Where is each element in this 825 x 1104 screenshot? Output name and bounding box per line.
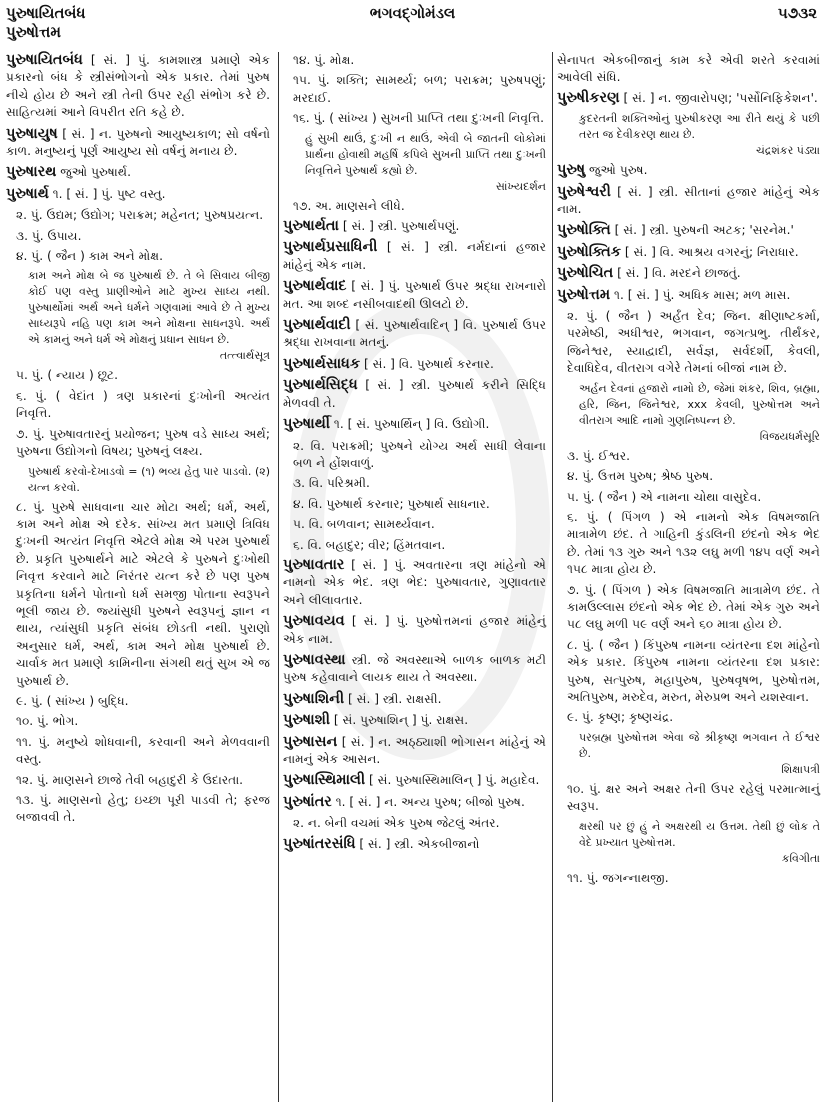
sense-definition: ૫. પું. ( જૈન ) એ નામના ચોથા વાસુદેવ.	[567, 489, 762, 504]
dictionary-entry	[283, 239, 546, 274]
citation-quote	[579, 381, 820, 445]
headword: પુરુષાર્થ	[6, 185, 49, 202]
citation-quote	[579, 111, 820, 159]
headword: પુરુષાવસ્થા	[283, 651, 346, 668]
continued-definition: સેનાપત એકબીજાનું કામ કરે એવી શરતે કરવામાં આવેલી સંધિ.	[557, 53, 820, 85]
sense-definition: ૮. પું. ( જૈન ) કિંપુરુષ નામના વ્યંતરના દશ માંહેનો એક પ્રકાર. કિંપુરુષ નામના વ્યંતરના દશ પ્રકાર: પુરુષ, સત્પુરુષ, મહાપુરુષ, પુરુષવૃષભ, પુરુષોત્તમ, અતિપુરુષ, મરુદેવ, મરુત, મેરુપ્રભ અને યશસ્વાન.	[567, 637, 820, 704]
sense-definition: ૨. પું. ઉદ્યમ; ઉદ્યોગ; પરાક્રમ; મહેનત; પુરુષપ્રયત્ન.	[16, 208, 264, 223]
headword: પુરુષાસન	[283, 733, 338, 750]
quote-text: પરબ્રહ્મ પુરુષોત્તમ એવા જે શ્રીકૃષ્ણ ભગવાન તે ઈશ્વર છે.	[579, 730, 820, 760]
headword: પુરુષાર્થસિદ્ધ	[283, 377, 358, 394]
headword: પુરુષારથ	[6, 164, 57, 181]
sense-definition: ૧૬. પું. ( સાંખ્ય ) સુખની પ્રાપ્તિ તથા દુઃખની નિવૃત્તિ.	[293, 111, 545, 126]
definition-text: [ સં. ] વિ. આશ્રય વગરનું; નિરાધાર.	[624, 244, 799, 259]
sense-definition: ૬. પું. ( વેદાંત ) ત્રણ પ્રકારનાં દુઃખોની અત્યંત નિવૃત્તિ.	[16, 388, 270, 421]
sense-definition: ૧૫. પું. શક્તિ; સામર્થ્ય; બળ; પરાક્રમ; પુરુષપણું; મરદાઈ.	[293, 73, 546, 105]
sense-definition: ૧૦. પું. ભોગ.	[16, 714, 79, 729]
sense-definition: ૨. વિ. પરાક્રમી; પુરુષને યોગ્ય અર્થ સાધી લેવાના બળ ને હોંશવાળું.	[293, 438, 546, 470]
citation-source: તત્ત્વાર્થસૂત્ર	[219, 349, 270, 363]
dictionary-entry	[283, 794, 546, 811]
sense-definition: ૩. પું. ઉપાય.	[16, 228, 82, 243]
definition-text: જુઓ પુરુષ.	[589, 163, 648, 178]
definition-text: [ સં. ] સ્ત્રી. પુરુષની અટક; 'સરનેમ.'	[614, 223, 794, 238]
sense-definition: ૪. વિ. પુરુષાર્થ કરનાર; પુરુષાર્થ સાધનાર.	[293, 496, 490, 511]
headword: પુરુષેશ્વરી	[557, 183, 611, 200]
dictionary-entry	[283, 836, 546, 853]
dictionary-entry	[283, 377, 546, 412]
dictionary-entry	[557, 265, 820, 282]
sense-definition: ૬. વિ. બહાદુર; વીર; હિંમતવાન.	[293, 537, 446, 552]
definition-text: ૧. [ સં. પુરુષાર્થિન્ ] વિ. ઉદ્યોગી.	[333, 417, 490, 432]
definition-text: [ સં. ] સ્ત્રી. પુરુષાર્થ કરીને સિદ્ધિ મેળવવી તે.	[283, 378, 546, 410]
headword: પુરુષાર્થતા	[283, 218, 339, 235]
sense-definition: ૫. વિ. બળવાન; સામર્થ્યવાન.	[293, 517, 435, 532]
dictionary-entry	[283, 218, 546, 235]
headword: પુરુષાયુષ	[6, 125, 58, 142]
definition-text: ૧. [ સં. ] પું. પુષ્ટ વસ્તુ.	[52, 186, 166, 201]
definition-text: [ સં. ] સ્ત્રી. એકબીજાનો	[359, 836, 480, 851]
sense-definition: ૭. પું. ( પિંગળ ) એક વિષમજાતિ માત્રામેળ છંદ. તે કામઉલ્લાસ છંદનો એક ભેદ છે. તેમાં એક ગુરુ અને ૫૮ લઘુ મળી ૫૯ વર્ણ અને ૬૦ માત્રા હોય છે.	[567, 582, 820, 632]
citation-source: કવિગીતા	[781, 851, 820, 865]
definition-text: [ સં. ] વિ. પુરુષાર્થ કરનાર.	[363, 356, 494, 371]
definition-text: [ સં. ] પું. પુરુષોત્તમનાં હજાર માંહેનું એક નામ.	[283, 614, 546, 646]
headword: પુરુષુ	[557, 162, 586, 179]
quote-text: પુરુષાર્થ કરવો-દેખાડવો = (૧) ભવ્ય હેતુ પાર પાડવો. (૨) યત્ન કરવો.	[28, 464, 270, 494]
sense-definition: ૪. પું. ( જૈન ) કામ અને મોક્ષ.	[16, 249, 163, 264]
headword: પુરુષાયિતબંધ	[6, 52, 83, 68]
citation-source: ચંદ્રશંકર પંડ્યા	[756, 144, 820, 158]
definition-text: [ સં. ] સ્ત્રી. સીતાનાં હજાર માંહેનું એક નામ.	[557, 184, 820, 217]
definition-text: [ સં. પુરુષાર્થવાદિન્ ] વિ. પુરુષાર્થ ઉપર શ્રદ્ધા રાખવાના મતનું.	[283, 318, 546, 350]
dictionary-entry	[283, 278, 546, 313]
sense-definition: ૯. પું. ( સાંખ્ય ) બુદ્ધિ.	[16, 693, 129, 708]
sense-definition: ૧૭. અ. માણસને લીધે.	[293, 198, 405, 213]
headword: પુરુષોત્તમ	[557, 286, 611, 303]
sense-definition: ૯. પું. કૃષ્ણ; કૃષ્ણચંદ્ર.	[567, 710, 674, 725]
sense-definition: ૩. પું. ઈશ્વર.	[567, 448, 630, 463]
citation-source: સાંખ્યદર્શન	[495, 179, 546, 193]
sense-definition: ૧૧. પું. જગન્નાથજી.	[567, 870, 669, 885]
dictionary-entry	[557, 184, 820, 219]
headword: પુરુષોક્તિક	[557, 243, 622, 260]
dictionary-entry	[283, 613, 546, 648]
headword: પુરુષાંતરસંધિ	[283, 835, 356, 852]
dictionary-entry	[283, 712, 546, 729]
dictionary-entry	[6, 126, 270, 161]
definition-text: [ સં. ] ન. અઠ્ઠ્યાશી ભોગાસન માંહેનું એ નામનું એક આસન.	[283, 734, 546, 766]
dictionary-title: ભગવદ્ગોમંડલ	[369, 4, 456, 22]
sense-definition: ૧૨. પું. માણસને છાજે તેવી બહાદુરી કે ઉદારતા.	[16, 772, 244, 787]
sense-definition: ૮. પું. પુરુષે સાધવાના ચાર મોટા અર્થ; ધર્મ, અર્થ, કામ અને મોક્ષ એ દરેક. સાંખ્ય મત પ્રમાણે ત્રિવિધ દુઃખની અત્યંત નિવૃત્તિ એટલે મોક્ષ એ પરમ પુરુષાર્થ છે. પ્રકૃતિ પુરુષાર્થને માટે એટલે કે પુરુષને દુઃખોથી નિવૃત્ત કરવાને માટે નિરંતર યત્ન કરે છે પણ પુરુષ પ્રકૃતિના ધર્મને પોતાનો ધર્મ સમજી પોતાના સ્વરૂપને ભૂલી જાય છે. જ્યાંસુધી પુરુષને સ્વરૂપનું જ્ઞાન ન થાય, ત્યાંસુધી પ્રકૃતિ સંબંધ છોડતી નથી. પુરાણો અનુસાર ધર્મ, અર્થ, કામ અને મોક્ષ પુરુષાર્થ છે. ચાર્વાક મત પ્રમાણે કામિનીના સંગથી થતું સુખ એ જ પુરુષાર્થ છે.	[16, 499, 270, 688]
definition-text: [ સં. ] પું. પુરુષાર્થ ઉપર શ્રદ્ધા રાખનારો મત. આ શબ્દ નસીબવાદથી ઊલટો છે.	[283, 279, 547, 311]
dictionary-entry	[6, 186, 270, 203]
sense-definition: ૩. વિ. પરિશ્રમી.	[293, 476, 370, 491]
dictionary-columns	[0, 52, 825, 1102]
headword: પુરુષોક્તિ	[557, 222, 611, 239]
citation-quote	[579, 819, 820, 867]
definition-text: [ સં. ] પું. અવતારના ત્રણ માંહેનો એ નામનો એક ભેદ. ત્રણ ભેદ: પુરુષાવતાર, ગુણાવતાર અને લીલાવતાર.	[283, 557, 547, 607]
quote-text: હું સુખી થાઉં, દુઃખી ન થાઉં, એવી બે જાતની લોકોમાં પ્રાર્થના હોવાથી મહર્ષિ કપિલે સુખની પ્રાપ્તિ તથા દુઃખની નિવૃત્તિને પુરુષાર્થ કહ્યો છે.	[305, 131, 546, 177]
headword: પુરુષાશી	[283, 712, 331, 729]
citation-source: વિજયધર્મસૂરિ	[759, 429, 820, 443]
page-number: ૫૭૩૨	[777, 4, 817, 22]
citation-source: શિક્ષાપત્રી	[781, 762, 820, 776]
sense-definition: ૨. ન. બેની વચમાં એક પુરુષ જેટલું અંતર.	[293, 816, 500, 831]
column-1	[2, 52, 274, 1102]
sense-definition: ૪. પું. ઉત્તમ પુરુષ; શ્રેષ્ઠ પુરુષ.	[567, 469, 714, 484]
definition-text: સ્ત્રી. જે અવસ્થાએ બાળક બાળક મટી પુરુષ કહેવાવાને લાયક થાય તે અવસ્થા.	[283, 652, 547, 685]
definition-text: [ સં. ] સ્ત્રી. નર્મદાનાં હજાર માંહેનું એક નામ.	[283, 240, 546, 272]
dictionary-entry	[283, 734, 546, 769]
dictionary-entry	[557, 222, 820, 239]
sense-definition: ૧૩. પું. માણસનો હેતુ; ઇચ્છા પૂરી પાડવી તે; ફરજ બજાવવી તે.	[16, 793, 270, 825]
citation-quote	[28, 268, 270, 364]
citation-quote	[305, 131, 546, 195]
guide-word-first: પુરુષાયિતબંધ	[6, 4, 86, 22]
headword: પુરુષાવયવ	[283, 613, 345, 630]
sense-definition: ૧૧. પું. મનુષ્યે શોધવાની, કરવાની અને મેળવવાની વસ્તુ.	[16, 734, 270, 767]
dictionary-entry	[283, 772, 546, 789]
citation-quote	[579, 730, 820, 778]
citation-quote	[28, 464, 270, 496]
sense-definition: ૬. પું. ( પિંગળ ) એ નામનો એક વિષમજાતિ માત્રામેળ છંદ. તે ગાહિની કુંડલિની છંદનો એક ભેદ છે. તેમાં ૧૩ ગુરુ અને ૧૩૨ લઘુ મળી ૧૪૫ વર્ણ અને ૧૫૮ માત્રા હોય છે.	[567, 509, 820, 577]
dictionary-entry	[283, 691, 546, 708]
headword: પુરુષીકરણ	[557, 89, 620, 106]
quote-text: કુદરતની શક્તિઓનું પુરુષીકરણ આ રીતે થયું કે પછી તરત જ દેવીકરણ થાય છે.	[579, 112, 820, 142]
definition-text: જુઓ પુરુષાર્થ.	[60, 165, 131, 180]
dictionary-entry	[283, 317, 546, 352]
quote-text: અર્હન દેવનાં હજારો નામો છે, જેમાં શંકર, શિવ, બ્રહ્મા, હરિ, જિન, જિનેશ્વર, xxx કેવલી, પુરુષોત્તમ અને વીતરાગ આદિ નામો ગુણનિષ્પન્ન છે.	[579, 381, 820, 427]
definition-text: [ સં. ] વિ. મરદને છાજતું.	[617, 266, 741, 281]
dictionary-entry	[6, 52, 270, 122]
definition-text: [ સં. ] સ્ત્રી. રાક્ષસી.	[347, 691, 442, 706]
sense-definition: ૧૦. પું. ક્ષર અને અક્ષર તેની ઉપર રહેલું પરમાત્માનું સ્વરૂપ.	[567, 781, 820, 814]
guide-word-last: પુરુષોત્તમ	[6, 23, 61, 41]
dictionary-entry	[6, 164, 270, 181]
headword: પુરુષોચિત	[557, 265, 614, 282]
headword: પુરુષાવતાર	[283, 556, 345, 573]
dictionary-entry	[283, 557, 546, 609]
headword: પુરુષાર્થી	[283, 416, 330, 433]
headword: પુરુષાર્થપ્રસાધિની	[283, 239, 378, 256]
page-header	[0, 0, 825, 48]
sense-definition: ૨. પું. ( જૈન ) અર્હંત દેવ; જિન. ક્ષીણાષ્ટકર્મા, પરમેષ્ઠી, અધીશ્વર, ભગવાન, જગત્પ્રભુ. તીર્થંકર, જિનેશ્વર, સ્યાદ્વાદી, સર્વજ્ઞ, સર્વદર્શી, કેવલી, દેવાધિદેવ, વીતરાગ વગેરે તેમનાં બીજાં નામ છે.	[567, 309, 820, 376]
dictionary-entry	[557, 287, 820, 304]
headword: પુરુષાંતર	[283, 793, 332, 810]
headword: પુરુષાર્થવાદી	[283, 317, 351, 334]
column-3	[552, 52, 824, 1102]
sense-definition: ૭. પું. પુરુષાવતારનું પ્રયોજન; પુરુષ વડે સાધ્ય અર્થ; પુરુષના ઉદ્યોગનો વિષય; પુરુષનું લક્ષ્ય.	[16, 426, 270, 459]
headword: પુરુષાર્થસાધક	[283, 355, 361, 372]
sense-definition: ૫. પું. ( ન્યાય ) છૂટ.	[16, 368, 118, 383]
dictionary-entry	[557, 90, 820, 107]
definition-text: ૧. [ સં. ] ન. અન્ય પુરુષ; બીજો પુરુષ.	[335, 794, 525, 809]
definition-text: [ સં. પુરુષાશિન્ ] પું. રાક્ષસ.	[333, 713, 469, 728]
headword: પુરુષાશિની	[283, 690, 345, 707]
definition-text: [ સં. પુરુષાસ્થિમાલિન્ ] પું. મહાદેવ.	[369, 773, 540, 788]
definition-text: [ સં. ] સ્ત્રી. પુરુષાર્થપણું.	[342, 219, 460, 234]
column-2	[278, 52, 550, 1102]
dictionary-entry	[557, 244, 820, 261]
quote-text: કામ અને મોક્ષ બે જ પુરુષાર્થ છે. તે બે સિવાય બીજી કોઈ પણ વસ્તુ પ્રાણીઓને માટે મુખ્ય સાધ્ય નથી. પુરુષાર્થોમાં અર્થ અને ધર્મને ગણવામાં આવે છે તે મુખ્ય સાધ્યરૂપે નહિ પણ કામ અને મોક્ષના સાધનરૂપે. અર્થ એ કામનું અને ધર્મ એ મોક્ષનું પ્રધાન સાધન છે.	[28, 269, 270, 347]
dictionary-entry	[283, 416, 546, 433]
dictionary-entry	[283, 356, 546, 373]
dictionary-entry	[283, 652, 546, 687]
quote-text: ક્ષરથી પર છું હું ને અક્ષરથી ય ઉત્તમ. તેથી છું લોક તે વેદે પ્રખ્યાત પુરુષોત્તમ.	[579, 819, 820, 849]
headword: પુરુષાસ્થિમાલી	[283, 772, 366, 789]
headword: પુરુષાર્થવાદ	[283, 278, 347, 295]
definition-text: [ સં. ] ન. જીવારોપણ; 'પર્સોનિફિકેશન'.	[623, 90, 818, 105]
definition-text: ૧. [ સં. ] પું. અધિક માસ; મળ માસ.	[613, 287, 791, 302]
definition-text: [ સં. ] ન. પુરુષનો આયુષ્યકાળ; સો વર્ષનો કાળ. મનુષ્યનું પૂર્ણ આયુષ્ય સો વર્ષનું મનાય છે.	[6, 126, 271, 159]
dictionary-entry	[557, 162, 820, 179]
sense-definition: ૧૪. પું. મોક્ષ.	[293, 53, 355, 67]
definition-text: [ સં. ] પું. કામશાસ્ત્ર પ્રમાણે એક પ્રકારનો બંધ કે સ્ત્રીસંભોગનો એક પ્રકાર. તેમાં પુરુષ નીચે હોય છે અને સ્ત્રી તેની ઉપર રહી સંભોગ કરે છે. સાહિત્યમાં આને વિપરીત રતિ કહે છે.	[6, 53, 270, 120]
